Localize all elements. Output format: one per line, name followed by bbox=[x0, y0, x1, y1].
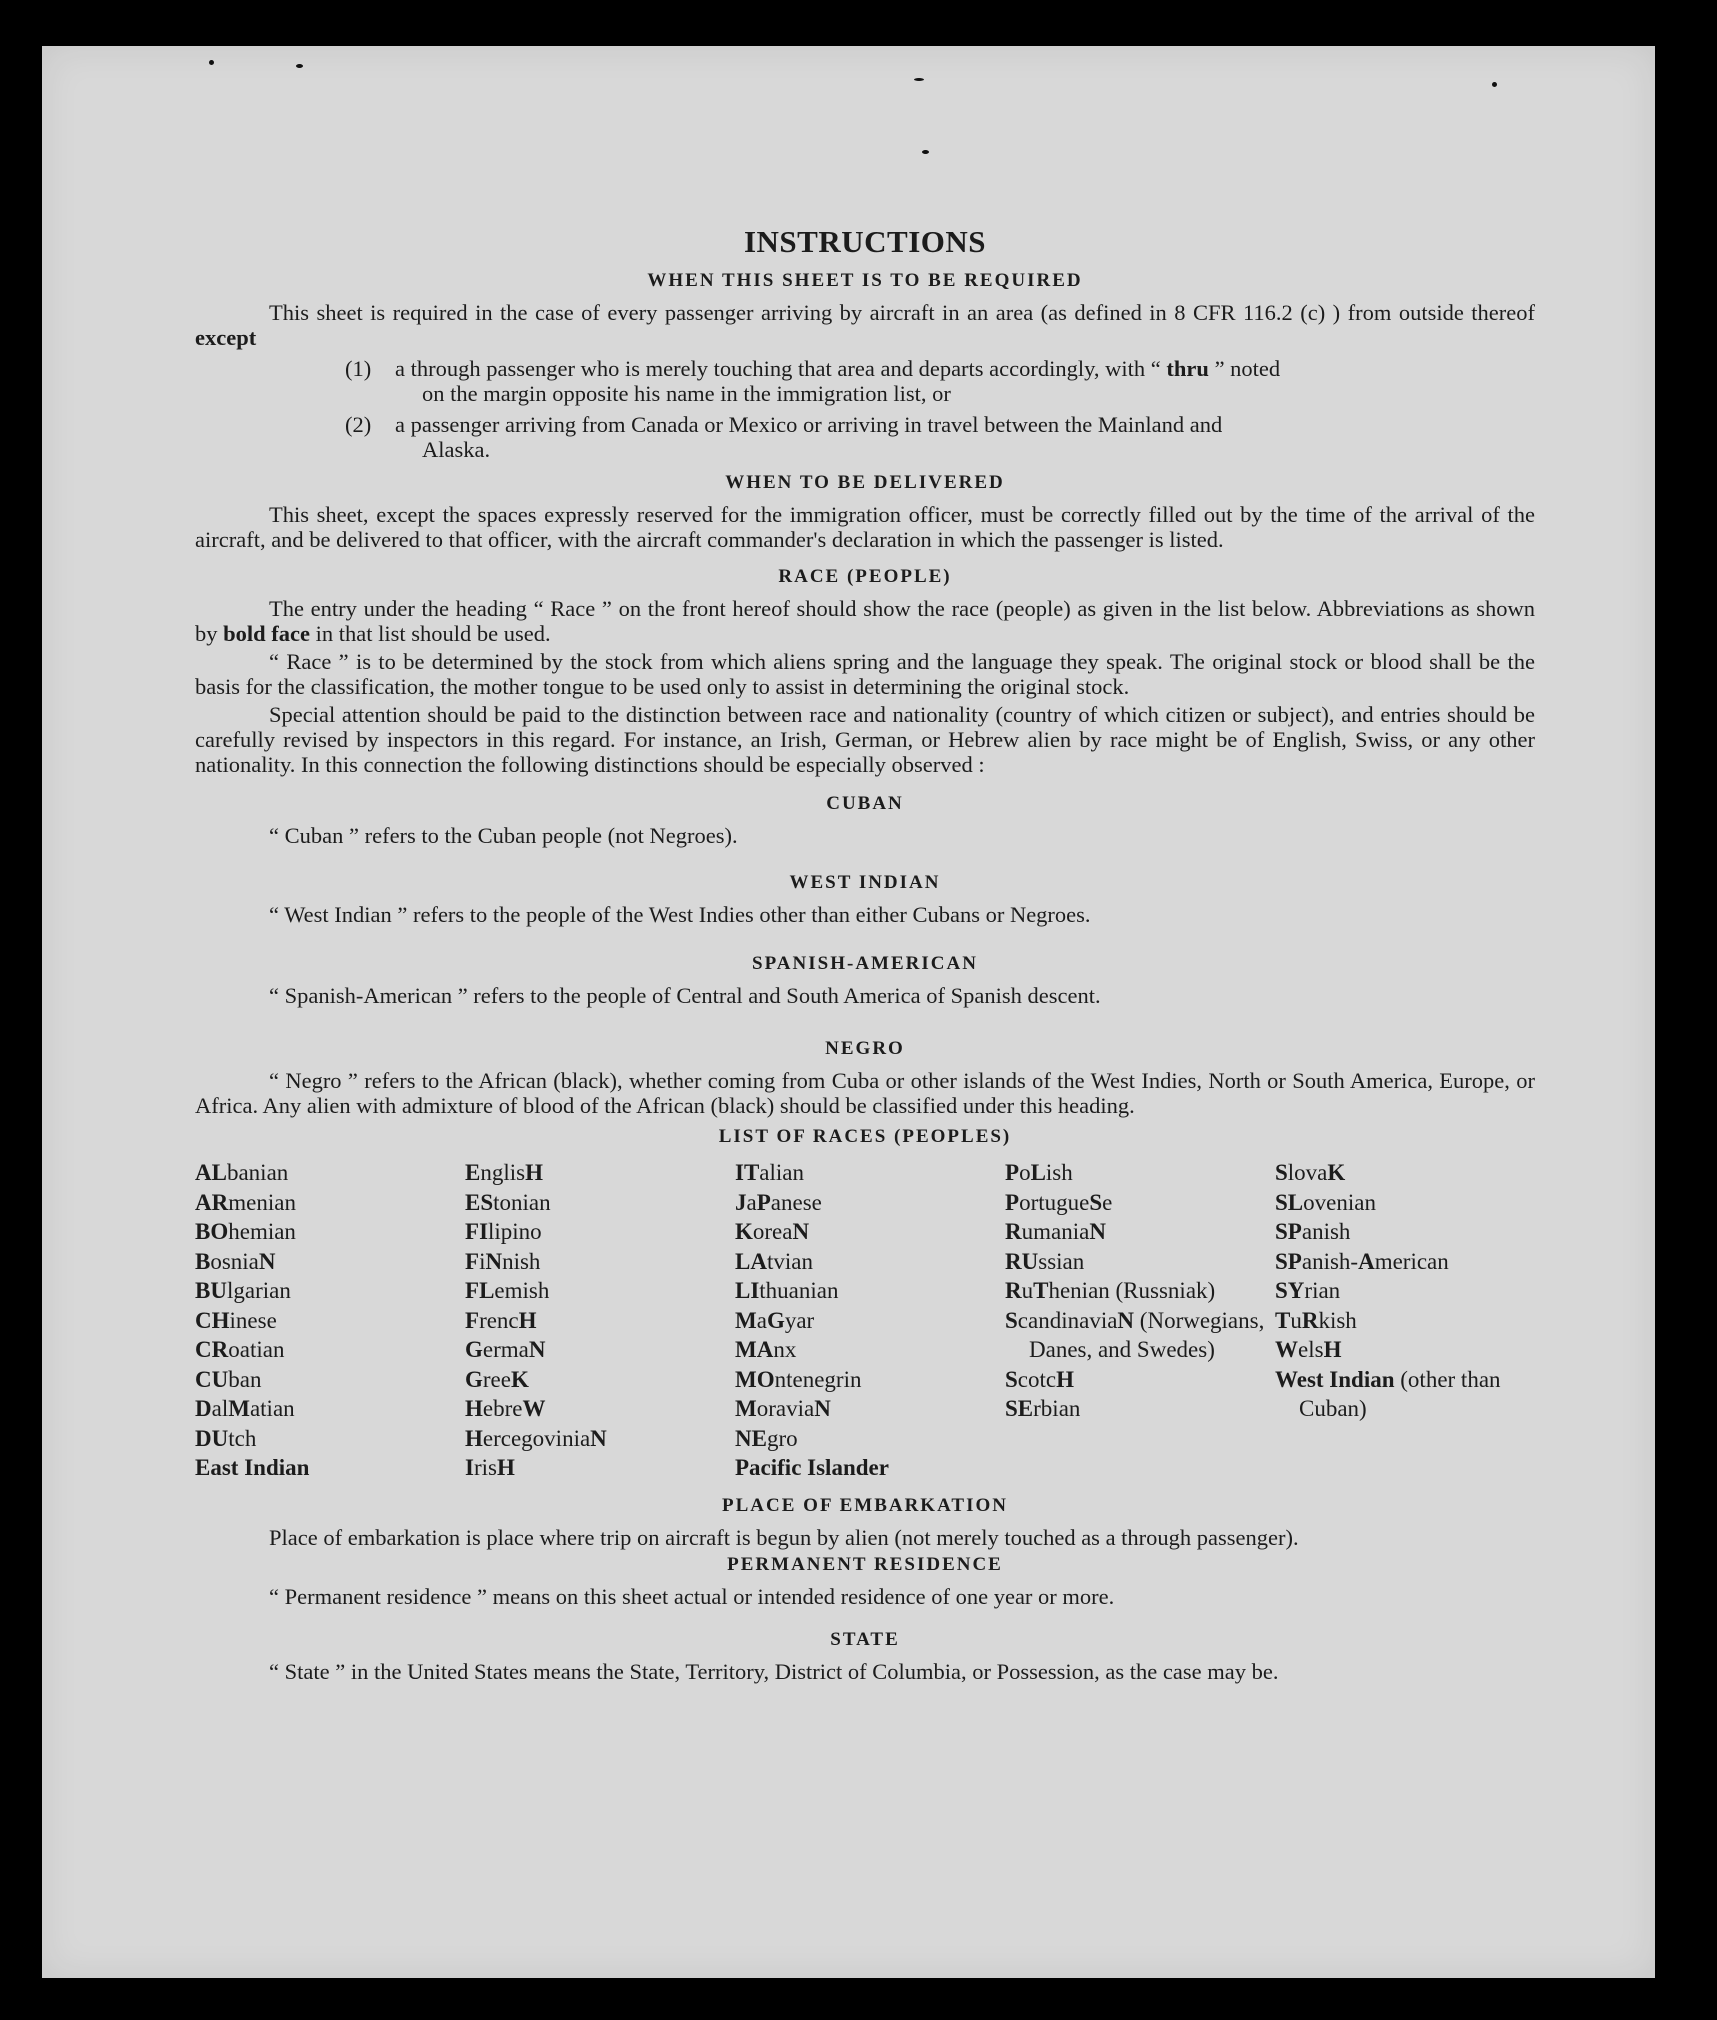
race-item: MaGyar bbox=[735, 1307, 815, 1333]
document-page bbox=[42, 46, 1655, 1978]
race-item: RumaniaN bbox=[1005, 1219, 1106, 1244]
race-item: FiNnish bbox=[465, 1248, 541, 1274]
race-column bbox=[735, 1158, 1005, 1483]
speck bbox=[209, 60, 214, 65]
race-item: SlovaK bbox=[1275, 1160, 1346, 1185]
race-item: ScandinaviaN (Norwegians, Danes, and Swedes) bbox=[1005, 1307, 1265, 1362]
race-paragraph-1: The entry under the heading “ Race ” on the front hereof should show the race (people) as given in the list below. Abbreviations as shown by bold face in that list should be used. bbox=[195, 596, 1535, 646]
race-item: SErbian bbox=[1005, 1396, 1081, 1421]
race-item: HercegoviniaN bbox=[465, 1425, 607, 1451]
race-item: CHinese bbox=[195, 1307, 277, 1333]
race-paragraph-3: Special attention should be paid to the distinction between race and nationality (country of which citizen or subject), and entries should be carefully revised by inspectors in this regard. For instance, an Irish, German, or Hebrew alien by race might be of English, Swiss, or any other nationality. In this connection the following distinctions should be especially observed : bbox=[195, 702, 1535, 777]
race-item: SYrian bbox=[1275, 1278, 1341, 1303]
spanish-american-text: “ Spanish-American ” refers to the people of Central and South America of Spanish descent. bbox=[269, 983, 1101, 1008]
race-item: BosniaN bbox=[195, 1248, 276, 1274]
race-item: GreeK bbox=[465, 1366, 529, 1392]
race-column bbox=[195, 1158, 465, 1483]
race-column bbox=[465, 1158, 735, 1483]
speck bbox=[1492, 82, 1497, 87]
race-item: DUtch bbox=[195, 1425, 257, 1451]
state-text: “ State ” in the United States means the State, Territory, District of Columbia, or Possession, as the case may be. bbox=[269, 1658, 1279, 1684]
race-column bbox=[1275, 1158, 1545, 1483]
heading-negro: NEGRO bbox=[825, 1038, 905, 1059]
heading-race: RACE (PEOPLE) bbox=[778, 566, 952, 587]
list-item: (1) a through passenger who is merely touching that area and departs accordingly, with “ thru ” noted on the margin opposite his name in the immigration list, or bbox=[345, 356, 1281, 406]
race-item: CRoatian bbox=[195, 1337, 285, 1362]
west-indian-text: “ West Indian ” refers to the people of the West Indies other than either Cubans or Negroes. bbox=[269, 902, 1091, 927]
race-item: FrencH bbox=[465, 1307, 537, 1333]
race-item: SLovenian bbox=[1275, 1189, 1376, 1215]
negro-text: “ Negro ” refers to the African (black), whether coming from Cuba or other islands of the West Indies, North or South America, Europe, or Africa. Any alien with admixture of blood of the African (black) should be classified under this heading. bbox=[195, 1068, 1535, 1118]
place-of-embarkation-text: Place of embarkation is place where trip on aircraft is begun by alien (not merely touched as a through passenger). bbox=[269, 1524, 1299, 1550]
heading-spanish-american: SPANISH-AMERICAN bbox=[752, 953, 978, 974]
speck bbox=[296, 64, 303, 68]
race-item: MOntenegrin bbox=[735, 1366, 862, 1392]
race-item: GermaN bbox=[465, 1337, 546, 1362]
race-item: KoreaN bbox=[735, 1219, 810, 1244]
race-item: DalMatian bbox=[195, 1396, 295, 1421]
document-content bbox=[195, 174, 1535, 1684]
speck bbox=[914, 78, 924, 81]
heading-list-of-races: LIST OF RACES (PEOPLES) bbox=[718, 1126, 1012, 1147]
page-title: INSTRUCTIONS bbox=[743, 224, 986, 259]
race-item: FLemish bbox=[465, 1278, 550, 1303]
speck bbox=[922, 150, 929, 154]
heading-permanent-residence: PERMANENT RESIDENCE bbox=[727, 1553, 1003, 1575]
race-item: RUssian bbox=[1005, 1248, 1085, 1274]
race-item: ALbanian bbox=[195, 1160, 289, 1185]
race-item: MoraviaN bbox=[735, 1396, 831, 1421]
race-item: Pacific Islander bbox=[735, 1455, 889, 1480]
race-list bbox=[195, 1158, 1535, 1483]
race-item: SPanish bbox=[1275, 1219, 1351, 1244]
race-item: RuThenian (Russniak) bbox=[1005, 1278, 1216, 1303]
race-column bbox=[1005, 1158, 1275, 1483]
race-item: PortugueSe bbox=[1005, 1189, 1113, 1215]
heading-cuban: CUBAN bbox=[826, 793, 904, 814]
race-item: NEgro bbox=[735, 1425, 798, 1451]
race-item: CUban bbox=[195, 1366, 262, 1392]
heading-state: STATE bbox=[830, 1628, 900, 1650]
list-item: (2) a passenger arriving from Canada or Mexico or arriving in travel between the Mainland and Alaska. bbox=[345, 412, 1223, 462]
race-item: JaPanese bbox=[735, 1189, 822, 1215]
race-item: LIthuanian bbox=[735, 1278, 839, 1303]
heading-place-of-embarkation: PLACE OF EMBARKATION bbox=[722, 1494, 1008, 1516]
when-delivered-text: This sheet, except the spaces expressly reserved for the immigration officer, must be correctly filled out by the time of the arrival of the aircraft, and be delivered to that officer, with the aircraft commander's declaration in which the passenger is listed. bbox=[195, 502, 1535, 552]
race-item: ITalian bbox=[735, 1160, 804, 1185]
race-item: HebreW bbox=[465, 1396, 546, 1421]
race-item: LAtvian bbox=[735, 1248, 813, 1274]
race-item: BUlgarian bbox=[195, 1278, 291, 1303]
race-item: BOhemian bbox=[195, 1219, 296, 1244]
race-paragraph-2: “ Race ” is to be determined by the stock from which aliens spring and the language they speak. The original stock or blood shall be the basis for the classification, the mother tongue to be used only to assist in determining the original stock. bbox=[195, 649, 1535, 699]
race-item: EStonian bbox=[465, 1189, 551, 1215]
when-required-intro: This sheet is required in the case of every passenger arriving by aircraft in an area (as defined in 8 CFR 116.2 (c) ) from outside thereof except bbox=[195, 300, 1535, 350]
permanent-residence-text: “ Permanent residence ” means on this sheet actual or intended residence of one year or more. bbox=[269, 1583, 1115, 1609]
race-item: ScotcH bbox=[1005, 1366, 1074, 1392]
race-item: IrisH bbox=[465, 1455, 515, 1480]
race-item: ARmenian bbox=[195, 1189, 296, 1215]
race-item: MAnx bbox=[735, 1337, 797, 1362]
race-item: WelsH bbox=[1275, 1337, 1342, 1362]
race-item: PoLish bbox=[1005, 1160, 1073, 1185]
cuban-text: “ Cuban ” refers to the Cuban people (not Negroes). bbox=[269, 823, 738, 848]
race-item: EnglisH bbox=[465, 1160, 543, 1185]
race-item: West Indian (other than Cuban) bbox=[1275, 1366, 1501, 1421]
race-item: East Indian bbox=[195, 1455, 310, 1480]
race-item: TuRkish bbox=[1275, 1307, 1357, 1333]
race-item: SPanish-American bbox=[1275, 1248, 1449, 1274]
heading-west-indian: WEST INDIAN bbox=[789, 872, 941, 893]
heading-when-required: WHEN THIS SHEET IS TO BE REQUIRED bbox=[647, 270, 1083, 291]
heading-when-delivered: WHEN TO BE DELIVERED bbox=[725, 472, 1005, 493]
race-item: FIlipino bbox=[465, 1219, 542, 1244]
